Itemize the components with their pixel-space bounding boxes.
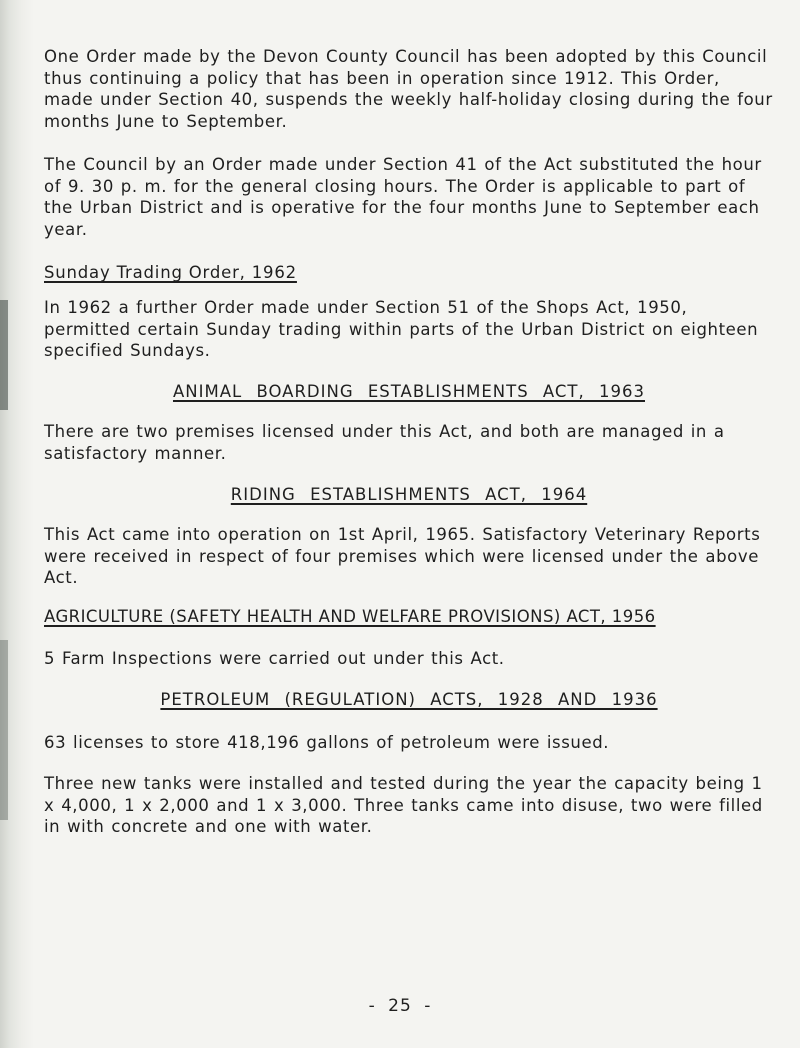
paragraph-order-section-41: The Council by an Order made under Section 41 of the Act substituted the hour of 9. 30 p. m. for the general closing hours. The Order is applicable to part of the Urban District and is operative for the four months June to September each year. (44, 155, 762, 239)
heading-sunday-trading: Sunday Trading Order, 1962 (44, 263, 297, 282)
paragraph-agriculture: 5 Farm Inspections were carried out under this Act. (44, 649, 505, 668)
paragraph-riding-establishments: This Act came into operation on 1st April, 1965. Satisfactory Veterinary Reports were received in respect of four premises which were licensed under the above Act. (44, 525, 761, 587)
paragraph-petroleum-tanks: Three new tanks were installed and tested during the year the capacity being 1 x 4,000, 1 x 2,000 and 1 x 3,000. Three tanks came into disuse, two were filled in with concrete and one with water. (44, 774, 763, 836)
heading-petroleum: PETROLEUM (REGULATION) ACTS, 1928 AND 1936 (160, 690, 658, 709)
heading-riding-establishments: RIDING ESTABLISHMENTS ACT, 1964 (230, 485, 588, 504)
heading-animal-boarding: ANIMAL BOARDING ESTABLISHMENTS ACT, 1963 (172, 382, 645, 401)
binding-streak (0, 640, 8, 820)
paragraph-animal-boarding: There are two premises licensed under this Act, and both are managed in a satisfactory manner. (44, 422, 725, 463)
paragraph-sunday-trading: In 1962 a further Order made under Section 51 of the Shops Act, 1950, permitted certain Sunday trading within parts of the Urban District on eighteen specified Sundays. (44, 298, 759, 360)
binding-edge-shadow (0, 0, 34, 1048)
heading-agriculture: AGRICULTURE (SAFETY HEALTH AND WELFARE PROVISIONS) ACT, 1956 (44, 607, 656, 626)
paragraph-order-devon: One Order made by the Devon County Council has been adopted by this Council thus continuing a policy that has been in operation since 1912. This Order, made under Section 40, suspends the weekly half-holiday closing during the four months June to September. (44, 47, 773, 131)
page-number: - 25 - (368, 996, 432, 1016)
paragraph-petroleum-licenses: 63 licenses to store 418,196 gallons of petroleum were issued. (44, 733, 610, 752)
binding-streak (0, 300, 8, 410)
